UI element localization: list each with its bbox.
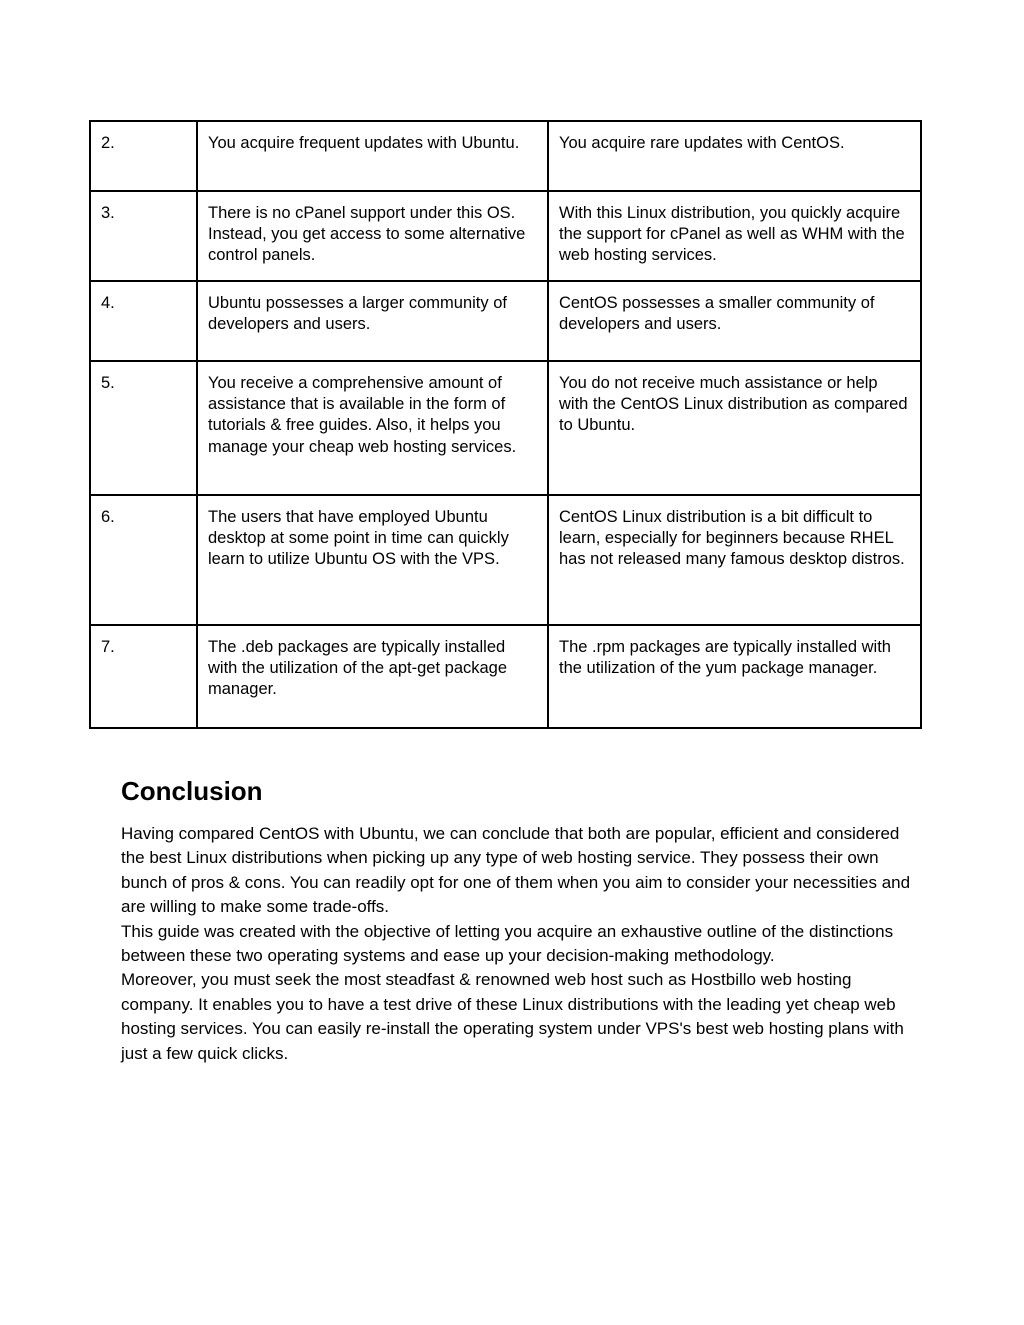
table-row bbox=[90, 281, 921, 361]
table-row bbox=[90, 191, 921, 281]
ubuntu-cell: You acquire frequent updates with Ubuntu. bbox=[197, 121, 548, 191]
conclusion-paragraph: Moreover, you must seek the most steadfast & renowned web host such as Hostbillo web hosting company. It enables you to have a test drive of these Linux distributions with the leading yet cheap web hosting services. You can easily re-install the operating system under VPS's best web hosting plans with just a few quick clicks. bbox=[121, 970, 904, 1063]
ubuntu-cell: The users that have employed Ubuntu desktop at some point in time can quickly learn to utilize Ubuntu OS with the VPS. bbox=[197, 495, 548, 625]
table-row bbox=[90, 361, 921, 495]
conclusion-paragraph: Having compared CentOS with Ubuntu, we can conclude that both are popular, efficient and considered the best Linux distributions when picking up any type of web hosting service. They possess their own bunch of pros & cons. You can readily opt for one of them when you aim to consider your necessities and are willing to make some trade-offs. bbox=[121, 824, 911, 917]
row-number-cell: 2. bbox=[90, 121, 197, 191]
row-number-cell: 7. bbox=[90, 625, 197, 728]
ubuntu-cell: There is no cPanel support under this OS. Instead, you get access to some alternative control panels. bbox=[197, 191, 548, 281]
comparison-table bbox=[89, 120, 922, 729]
row-number-cell: 4. bbox=[90, 281, 197, 361]
centos-cell: CentOS possesses a smaller community of developers and users. bbox=[548, 281, 921, 361]
conclusion-section bbox=[121, 774, 911, 1066]
row-number-cell: 5. bbox=[90, 361, 197, 495]
centos-cell: You acquire rare updates with CentOS. bbox=[548, 121, 921, 191]
conclusion-paragraph: This guide was created with the objective of letting you acquire an exhaustive outline of the distinctions between these two operating systems and ease up your decision-making methodology. bbox=[121, 921, 894, 966]
centos-cell: CentOS Linux distribution is a bit difficult to learn, especially for beginners because RHEL has not released many famous desktop distros. bbox=[548, 495, 921, 625]
conclusion-heading: Conclusion bbox=[121, 776, 263, 806]
ubuntu-cell: You receive a comprehensive amount of assistance that is available in the form of tutorials & free guides. Also, it helps you manage your cheap web hosting services. bbox=[197, 361, 548, 495]
centos-cell: The .rpm packages are typically installed with the utilization of the yum package manager. bbox=[548, 625, 921, 728]
row-number-cell: 3. bbox=[90, 191, 197, 281]
ubuntu-cell: Ubuntu possesses a larger community of developers and users. bbox=[197, 281, 548, 361]
table-row bbox=[90, 121, 921, 191]
ubuntu-cell: The .deb packages are typically installed with the utilization of the apt-get package manager. bbox=[197, 625, 548, 728]
table-row bbox=[90, 495, 921, 625]
centos-cell: You do not receive much assistance or help with the CentOS Linux distribution as compared to Ubuntu. bbox=[548, 361, 921, 495]
centos-cell: With this Linux distribution, you quickly acquire the support for cPanel as well as WHM with the web hosting services. bbox=[548, 191, 921, 281]
table-row bbox=[90, 625, 921, 728]
row-number-cell: 6. bbox=[90, 495, 197, 625]
